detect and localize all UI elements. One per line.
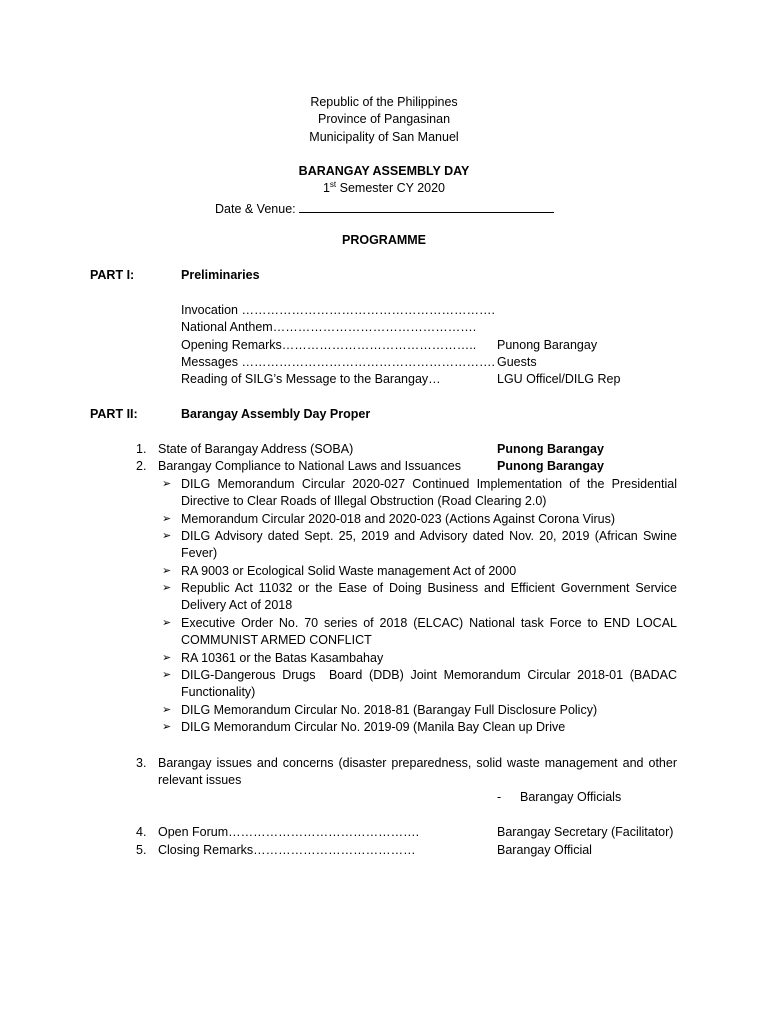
item-text-line1: Barangay issues and concerns (disaster preparedness, solid waste management and other <box>158 756 677 770</box>
item-number: 4. <box>136 825 147 839</box>
date-venue-label: Date & Venue: <box>215 202 296 216</box>
agenda-item-1 <box>0 441 768 458</box>
list-item <box>0 702 768 719</box>
list-item <box>0 719 768 736</box>
list-item-line1: DILG Memorandum Circular No. 2019-09 (Manila Bay Clean up Drive <box>181 720 566 734</box>
item-text-line2: relevant issues <box>158 773 242 788</box>
arrow-bullet-icon: ➢ <box>162 530 172 542</box>
header-province: Province of Pangasinan <box>317 112 451 127</box>
list-item-text <box>181 528 677 563</box>
activity-label: Messages ……………………………………………………. <box>181 355 495 369</box>
document-header <box>0 94 768 146</box>
arrow-bullet-icon: ➢ <box>162 704 172 716</box>
list-item-line1: RA 9003 or Ecological Solid Waste management Act of 2000 <box>181 564 517 578</box>
item-number: 1. <box>136 442 147 456</box>
arrow-bullet-icon: ➢ <box>162 513 172 525</box>
list-item-text <box>181 702 677 719</box>
item-text <box>158 755 677 790</box>
list-item-text <box>181 563 677 580</box>
item-person: Barangay Secretary (Facilitator) <box>497 825 674 839</box>
arrow-bullet-icon: ➢ <box>162 582 172 594</box>
item-text: Open Forum………………………………………. <box>158 825 420 839</box>
list-item-line1: DILG Memorandum Circular 2020-027 Continued Implementation of the Presidential <box>181 477 677 491</box>
arrow-bullet-icon: ➢ <box>162 565 172 577</box>
event-title: BARANGAY ASSEMBLY DAY <box>298 164 470 178</box>
list-item-line2: Fever) <box>181 546 218 561</box>
list-item-text <box>181 650 677 667</box>
date-venue-line <box>215 199 554 218</box>
part2-title: Barangay Assembly Day Proper <box>181 407 371 421</box>
list-item <box>0 511 768 528</box>
list-item-line1: RA 10361 or the Batas Kasambahay <box>181 651 384 665</box>
list-item <box>0 476 768 511</box>
list-item-line1: Republic Act 11032 or the Ease of Doing Business and Efficient Government Service <box>181 581 677 595</box>
list-item <box>0 563 768 580</box>
semester-suffix: st <box>329 180 337 190</box>
semester-text: Semester CY 2020 <box>336 181 446 196</box>
date-venue-blank <box>299 199 554 213</box>
event-block <box>0 163 768 198</box>
list-item-line1: Memorandum Circular 2020-018 and 2020-023 (Actions Against Corona Virus) <box>181 512 616 526</box>
list-item-text <box>181 615 677 650</box>
programme-title: PROGRAMME <box>341 233 427 247</box>
semester-number: 1 <box>322 181 330 196</box>
part1-row <box>0 371 768 388</box>
item-text: Barangay Compliance to National Laws and Issuances <box>158 459 461 473</box>
activity-person: LGU Officel/DILG Rep <box>497 372 621 386</box>
activity-person: Guests <box>497 355 537 369</box>
part1-row <box>0 319 768 336</box>
list-item-text <box>181 511 677 528</box>
list-item-text <box>181 719 677 736</box>
list-item-line2: Directive to Clear Roads of Illegal Obstruction (Road Clearing 2.0) <box>181 494 547 509</box>
item-person: Punong Barangay <box>497 442 604 456</box>
part1-label: PART I: <box>90 268 135 282</box>
activity-label: Invocation ……………………………………………………. <box>181 303 495 317</box>
activity-label: Reading of SILG’s Message to the Barangay… <box>181 372 441 386</box>
list-item-line1: Executive Order No. 70 series of 2018 (ELCAC) National task Force to END LOCAL <box>181 616 677 630</box>
list-item-line2: Delivery Act of 2018 <box>181 598 293 613</box>
header-republic: Republic of the Philippines <box>310 95 458 109</box>
list-item <box>0 650 768 667</box>
list-item <box>0 615 768 650</box>
list-item-text <box>181 580 677 615</box>
arrow-bullet-icon: ➢ <box>162 669 172 681</box>
item-dash: - <box>497 790 502 804</box>
list-item <box>0 580 768 615</box>
activity-person: Punong Barangay <box>497 338 598 352</box>
list-item-text <box>181 667 677 702</box>
list-item-line1: DILG Memorandum Circular No. 2018-81 (Barangay Full Disclosure Policy) <box>181 703 598 717</box>
semester-line <box>0 180 768 197</box>
agenda-item-4 <box>0 824 768 841</box>
list-item-line2: Functionality) <box>181 685 256 700</box>
activity-label: Opening Remarks……………………………………….. <box>181 338 477 352</box>
part1-title: Preliminaries <box>181 268 260 282</box>
agenda-item-5 <box>0 842 768 859</box>
part1-row <box>0 302 768 319</box>
list-item-text <box>181 476 677 511</box>
activity-label: National Anthem…………………………………………. <box>181 320 477 334</box>
item-number: 3. <box>136 756 147 770</box>
item-number: 2. <box>136 459 147 473</box>
arrow-bullet-icon: ➢ <box>162 617 172 629</box>
item-person: Barangay Official <box>497 843 592 857</box>
part1-row <box>0 354 768 371</box>
list-item <box>0 528 768 563</box>
item-person: Punong Barangay <box>497 459 604 473</box>
list-item-line1: DILG-Dangerous Drugs Board (DDB) Joint Memorandum Circular 2018-01 (BADAC <box>181 668 677 682</box>
arrow-bullet-icon: ➢ <box>162 721 172 733</box>
item-text: Closing Remarks………………………………… <box>158 843 416 857</box>
item-person: Barangay Officials <box>520 790 622 804</box>
item-number: 5. <box>136 843 147 857</box>
agenda-item-3 <box>0 755 768 815</box>
list-item-line2: COMMUNIST ARMED CONFLICT <box>181 633 372 648</box>
arrow-bullet-icon: ➢ <box>162 652 172 664</box>
agenda-item-2 <box>0 458 768 475</box>
part2-label: PART II: <box>90 407 138 421</box>
header-municipality: Municipality of San Manuel <box>309 129 459 144</box>
list-item <box>0 667 768 702</box>
item-text: State of Barangay Address (SOBA) <box>158 442 354 456</box>
list-item-line1: DILG Advisory dated Sept. 25, 2019 and Advisory dated Nov. 20, 2019 (African Swine <box>181 529 677 543</box>
arrow-bullet-icon: ➢ <box>162 478 172 490</box>
part1-row <box>0 337 768 354</box>
